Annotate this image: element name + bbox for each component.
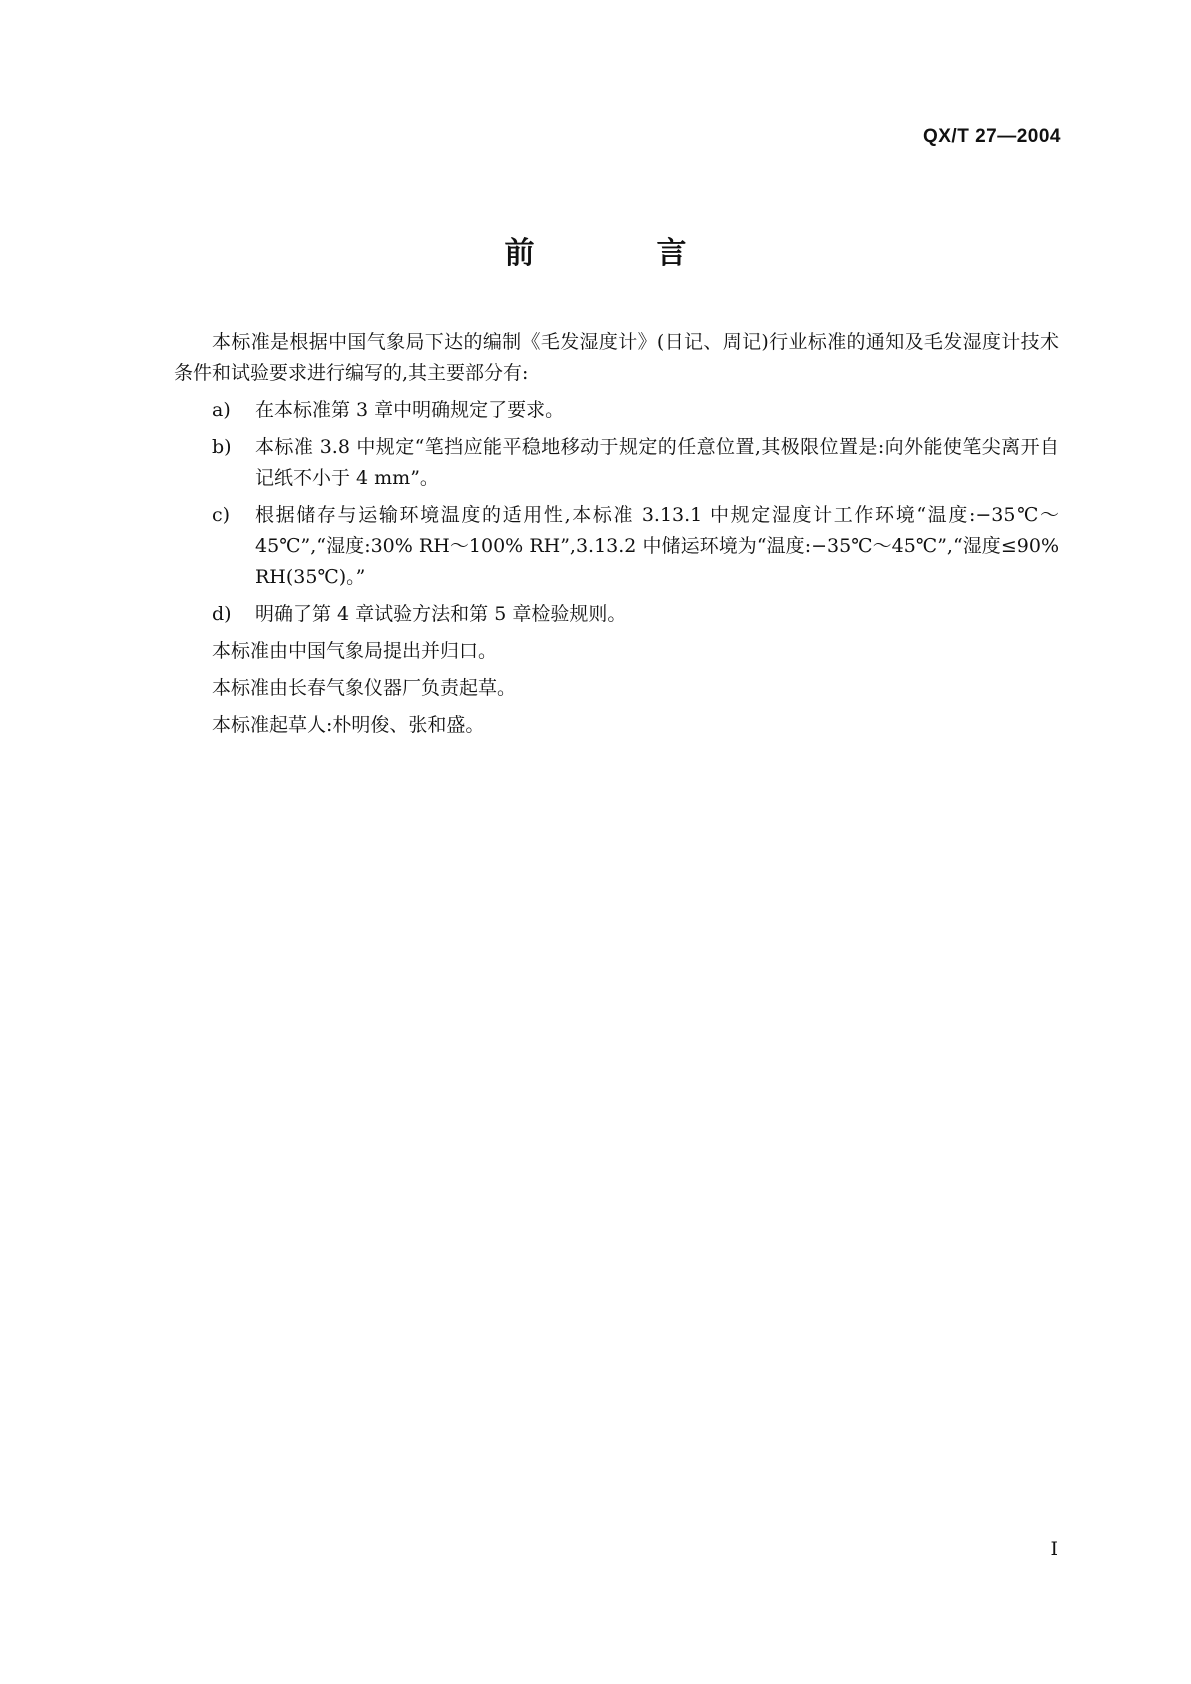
list-text: 在本标准第 3 章中明确规定了要求。 (255, 399, 565, 421)
closing-paragraph: 本标准由长春气象仪器厂负责起草。 (212, 677, 517, 699)
list-text: 本标准 3.8 中规定“笔挡应能平稳地移动于规定的任意位置,其极限位置是:向外能使笔尖离开自记纸不小于 4 mm”。 (255, 436, 1059, 489)
list-marker: a) (212, 399, 231, 421)
list-item (174, 500, 1059, 593)
list-text: 明确了第 4 章试验方法和第 5 章检验规则。 (255, 603, 627, 625)
list-text: 根据储存与运输环境温度的适用性,本标准 3.13.1 中规定湿度计工作环境“温度:−35℃～45℃”,“湿度:30% RH～100% RH”,3.13.2 中储运环境为“温度:−35℃～45℃”,“湿度≤90% RH(35℃)。” (255, 504, 1059, 588)
page-title: 前 言 (504, 236, 733, 271)
closing-paragraph: 本标准由中国气象局提出并归口。 (212, 640, 498, 662)
list-marker: c) (212, 504, 231, 526)
list-marker: d) (212, 603, 232, 625)
list-item (174, 432, 1059, 494)
standard-number: QX/T 27—2004 (922, 126, 1061, 147)
list-item (174, 395, 1059, 426)
page-number: I (1050, 1538, 1058, 1560)
list-marker: b) (212, 436, 232, 458)
list-item (174, 599, 1059, 630)
intro-paragraph: 本标准是根据中国气象局下达的编制《毛发湿度计》(日记、周记)行业标准的通知及毛发湿度计技术条件和试验要求进行编写的,其主要部分有: (174, 331, 1059, 384)
closing-paragraph: 本标准起草人:朴明俊、张和盛。 (212, 714, 485, 736)
foreword-body (174, 327, 1059, 747)
